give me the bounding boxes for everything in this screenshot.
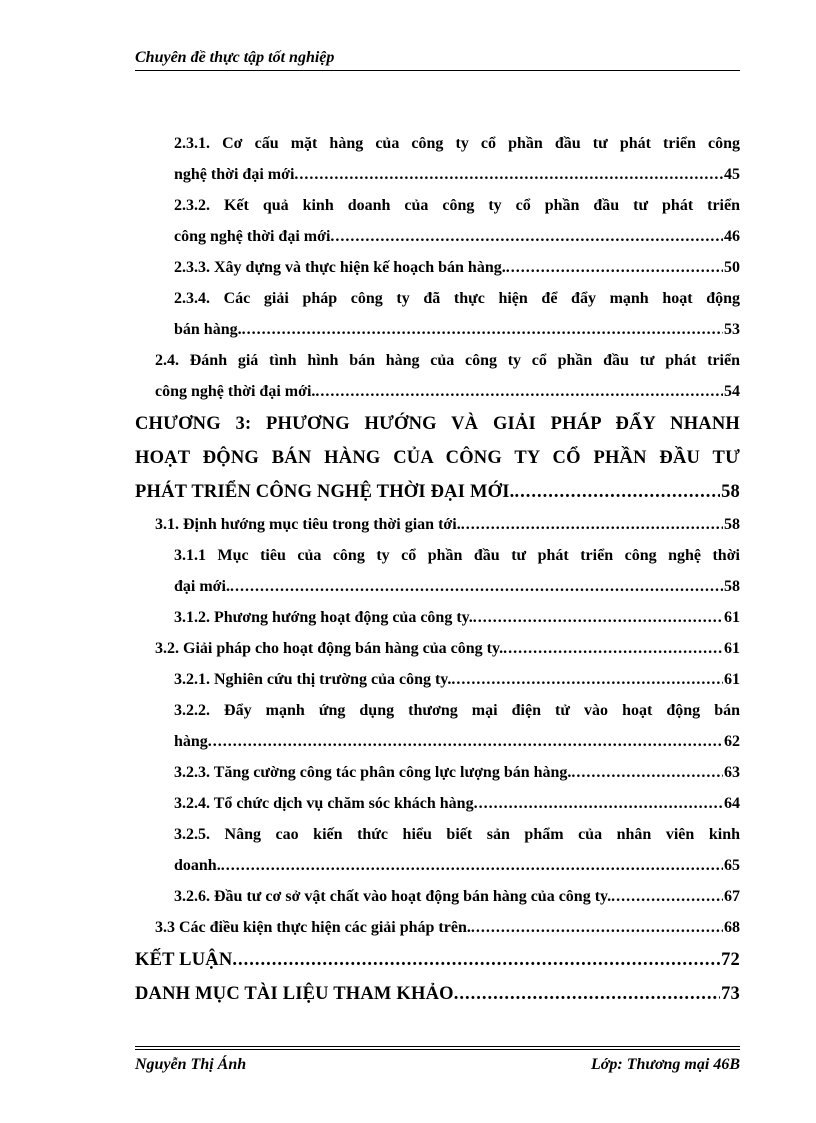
- dot-leader: [471, 912, 723, 943]
- toc-entry-2-3-4[interactable]: [135, 283, 740, 345]
- toc-entry-text: PHÁT TRIỂN CÔNG NGHỆ THỜI ĐẠI MỚI.: [135, 482, 515, 502]
- footer-author: Nguyễn Thị Ánh: [135, 1056, 247, 1073]
- dot-leader: [461, 509, 723, 540]
- toc-page-number: 73: [721, 984, 740, 1004]
- toc-page-number: 61: [724, 671, 740, 688]
- toc-entry-text: 3.1. Định hướng mục tiêu trong thời gian tới.: [155, 516, 461, 533]
- toc-entry-2-3-1[interactable]: [135, 128, 740, 190]
- toc-entry-text: 3.1.2. Phương hướng hoạt động của công ty.: [174, 609, 473, 626]
- toc-entry-text: đại mới.: [174, 578, 230, 595]
- dot-leader: [611, 881, 723, 912]
- toc-page-number: 61: [724, 609, 740, 626]
- toc-entry-3-2-1[interactable]: [135, 664, 740, 695]
- toc-entry-text: 2.3.3. Xây dựng và thực hiện kế hoạch bán hàng.: [174, 259, 506, 276]
- toc-page-number: 46: [724, 228, 740, 245]
- toc-entry-text: bán hàng.: [174, 321, 242, 338]
- dot-leader: [514, 475, 720, 509]
- toc-entry-text: 3.2. Giải pháp cho hoạt động bán hàng của công ty.: [155, 640, 504, 657]
- toc-entry-3-1[interactable]: [135, 509, 740, 540]
- toc-entry-danh-muc[interactable]: [135, 977, 740, 1011]
- toc-entry-3-3[interactable]: [135, 912, 740, 943]
- toc-page-number: 64: [724, 795, 740, 812]
- toc-entry-text: công nghệ thời đại mới.: [155, 383, 316, 400]
- toc-entry-text: công nghệ thời đại mới: [174, 228, 331, 245]
- dot-leader: [506, 252, 723, 283]
- toc-entry-3-2-4[interactable]: [135, 788, 740, 819]
- dot-leader: [473, 602, 723, 633]
- dot-leader: [503, 633, 723, 664]
- toc-entry-text: doanh.: [174, 857, 221, 874]
- toc-entry-text: 2.3.4. Các giải pháp công ty đã thực hiện để đẩy mạnh hoạt động: [174, 290, 740, 307]
- toc-page-number: 58: [724, 516, 740, 533]
- toc-page-number: 58: [721, 482, 740, 502]
- toc-entry-text: 3.1.1 Mục tiêu của công ty cổ phần đầu tư phát triển công nghệ thời: [174, 547, 740, 564]
- toc-entry-text: nghệ thời đại mới: [174, 166, 295, 183]
- dot-leader: [571, 757, 723, 788]
- dot-leader: [315, 376, 723, 407]
- toc-entry-text: 2.3.2. Kết quả kinh doanh của công ty cổ phần đầu tư phát triển: [174, 197, 740, 214]
- footer-class: Lớp: Thương mại 46B: [591, 1056, 740, 1073]
- dot-leader: [221, 850, 723, 881]
- toc-entry-3-1-1[interactable]: [135, 540, 740, 602]
- toc-entry-ket-luan[interactable]: [135, 943, 740, 977]
- dot-leader: [232, 943, 720, 977]
- toc-entry-text: 3.2.2. Đẩy mạnh ứng dụng thương mại điện tử vào hoạt động bán: [174, 702, 740, 719]
- dot-leader: [454, 977, 720, 1011]
- toc-page-number: 54: [724, 383, 740, 400]
- toc-entry-3-2-6[interactable]: [135, 881, 740, 912]
- toc-entry-2-3-2[interactable]: [135, 190, 740, 252]
- dot-leader: [242, 314, 723, 345]
- toc-entry-3-2-2[interactable]: [135, 695, 740, 757]
- toc-entry-text: DANH MỤC TÀI LIỆU THAM KHẢO: [135, 984, 454, 1004]
- dot-leader: [208, 726, 723, 757]
- toc-entry-text: 3.3 Các điều kiện thực hiện các giải pháp trên.: [155, 919, 471, 936]
- toc-page-number: 62: [724, 733, 740, 750]
- toc-page-number: 61: [724, 640, 740, 657]
- toc-entry-text: 3.2.4. Tổ chức dịch vụ chăm sóc khách hàng: [174, 795, 474, 812]
- toc-entry-text: hàng: [174, 733, 208, 750]
- toc-entry-chapter-3[interactable]: [135, 407, 740, 509]
- toc-entry-2-3-3[interactable]: [135, 252, 740, 283]
- table-of-contents: [135, 128, 740, 1011]
- page-footer: [135, 1046, 740, 1074]
- toc-entry-2-4[interactable]: [135, 345, 740, 407]
- toc-page-number: 72: [721, 950, 740, 970]
- toc-entry-text: 3.2.1. Nghiên cứu thị trường của công ty.: [174, 671, 452, 688]
- toc-entry-text: HOẠT ĐỘNG BÁN HÀNG CỦA CÔNG TY CỔ PHẦN ĐẦU TƯ: [135, 448, 740, 468]
- toc-page-number: 68: [724, 919, 740, 936]
- toc-page-number: 65: [724, 857, 740, 874]
- toc-page-number: 67: [724, 888, 740, 905]
- page-header: [135, 49, 740, 71]
- dot-leader: [230, 571, 723, 602]
- toc-page-number: 63: [724, 764, 740, 781]
- toc-entry-3-2-3[interactable]: [135, 757, 740, 788]
- header-title: Chuyên đề thực tập tốt nghiệp: [135, 49, 335, 66]
- toc-entry-text: 3.2.3. Tăng cường công tác phân công lực lượng bán hàng.: [174, 764, 572, 781]
- toc-entry-3-2-5[interactable]: [135, 819, 740, 881]
- toc-entry-3-2[interactable]: [135, 633, 740, 664]
- toc-page-number: 53: [724, 321, 740, 338]
- toc-entry-3-1-2[interactable]: [135, 602, 740, 633]
- toc-page-number: 45: [724, 166, 740, 183]
- toc-entry-text: KẾT LUẬN: [135, 950, 233, 970]
- dot-leader: [474, 788, 723, 819]
- dot-leader: [330, 221, 723, 252]
- dot-leader: [451, 664, 723, 695]
- toc-entry-text: 2.3.1. Cơ cấu mặt hàng của công ty cổ phần đầu tư phát triển công: [174, 135, 740, 152]
- toc-entry-text: CHƯƠNG 3: PHƯƠNG HƯỚNG VÀ GIẢI PHÁP ĐẨY NHANH: [135, 414, 740, 434]
- toc-entry-text: 3.2.5. Nâng cao kiến thức hiểu biết sản phẩm của nhân viên kinh: [174, 826, 740, 843]
- toc-page-number: 58: [724, 578, 740, 595]
- toc-page-number: 50: [724, 259, 740, 276]
- toc-entry-text: 2.4. Đánh giá tình hình bán hàng của công ty cổ phần đầu tư phát triển: [155, 352, 740, 369]
- dot-leader: [294, 159, 723, 190]
- toc-entry-text: 3.2.6. Đầu tư cơ sở vật chất vào hoạt động bán hàng của công ty.: [174, 888, 612, 905]
